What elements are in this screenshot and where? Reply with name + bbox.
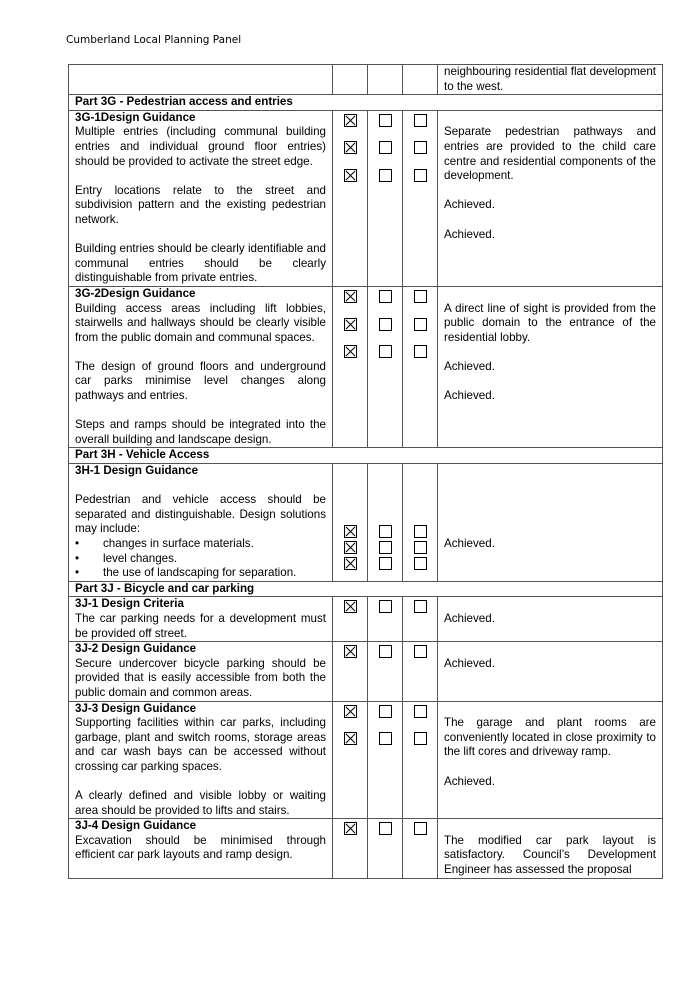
table-row (69, 701, 663, 819)
table-row (69, 464, 663, 582)
checked-checkbox[interactable] (344, 600, 357, 613)
guidance-text: Pedestrian and vehicle access should be separated and distinguishable. Design solutions may include: (75, 493, 326, 536)
guidance-cell (69, 286, 333, 448)
checked-checkbox[interactable] (344, 141, 357, 154)
checkbox-wrapper (368, 169, 402, 182)
guidance-text: The design of ground floors and underground car parks minimise level changes along pathways and entries. (75, 359, 326, 403)
unchecked-checkbox[interactable] (379, 345, 392, 358)
checkbox-cell (333, 597, 368, 642)
unchecked-checkbox[interactable] (379, 114, 392, 127)
guidance-heading: 3G-2Design Guidance (75, 286, 196, 300)
top-row-comment: neighbouring residential flat development to the west. (438, 65, 663, 95)
checkbox-cell (333, 819, 368, 878)
unchecked-checkbox[interactable] (414, 705, 427, 718)
guidance-text: Entry locations relate to the street and subdivision pattern and the existing pedestrian network. (75, 183, 326, 226)
checked-checkbox[interactable] (344, 557, 357, 570)
checked-checkbox[interactable] (344, 290, 357, 303)
comment-text: Achieved. (444, 389, 495, 403)
comment-text: The modified car park layout is satisfactory. Council’s Development Engineer has assessed the proposal (444, 833, 656, 877)
bullet-item: • the use of landscaping for separation. (75, 566, 326, 581)
checkbox-wrapper (368, 114, 402, 127)
checkbox-wrapper (368, 345, 402, 358)
checked-checkbox[interactable] (344, 318, 357, 331)
spacer (75, 479, 326, 494)
comment-text: Achieved. (444, 656, 495, 670)
unchecked-checkbox[interactable] (379, 822, 392, 835)
section-row (69, 95, 663, 111)
unchecked-checkbox[interactable] (414, 557, 427, 570)
guidance-cell (69, 819, 333, 878)
checkbox-wrapper (333, 318, 367, 331)
checkbox-cell (333, 701, 368, 819)
comment-cell (438, 819, 663, 878)
checkbox-cell (368, 701, 403, 819)
checkbox-wrapper (368, 600, 402, 613)
section-row (69, 448, 663, 464)
comment-text: Achieved. (444, 227, 495, 241)
checked-checkbox[interactable] (344, 525, 357, 538)
checked-checkbox[interactable] (344, 114, 357, 127)
unchecked-checkbox[interactable] (414, 141, 427, 154)
checkbox-wrapper (333, 169, 367, 182)
checkbox-cell (333, 286, 368, 448)
guidance-heading: 3G-1Design Guidance (75, 110, 196, 124)
comment-cell (438, 110, 663, 286)
checkbox-wrapper (403, 732, 437, 745)
section-title: Part 3G - Pedestrian access and entries (69, 95, 663, 111)
checkbox-cell (403, 597, 438, 642)
table-row (69, 110, 663, 286)
checked-checkbox[interactable] (344, 645, 357, 658)
section-title: Part 3H - Vehicle Access (69, 448, 663, 464)
unchecked-checkbox[interactable] (379, 705, 392, 718)
checkbox-cell (403, 819, 438, 878)
table-row (69, 286, 663, 448)
guidance-heading: 3J-4 Design Guidance (75, 819, 197, 833)
comment-text: Achieved. (444, 537, 495, 551)
checked-checkbox[interactable] (344, 169, 357, 182)
comment-text: Achieved. (444, 774, 495, 788)
table-row (69, 597, 663, 642)
bullet-item: • changes in surface materials. (75, 537, 326, 552)
comment-text: Achieved. (444, 359, 495, 373)
comment-cell (438, 642, 663, 701)
heading-spacer (444, 111, 656, 126)
heading-spacer (444, 819, 656, 834)
checkbox-cell (368, 110, 403, 286)
checkbox-cell (403, 110, 438, 286)
unchecked-checkbox[interactable] (379, 557, 392, 570)
unchecked-checkbox[interactable] (379, 318, 392, 331)
section-title: Part 3J - Bicycle and car parking (69, 581, 663, 597)
heading-spacer (444, 464, 656, 479)
unchecked-checkbox[interactable] (379, 732, 392, 745)
guidance-text: Secure undercover bicycle parking should be provided that is easily accessible from both the public domain and common areas. (75, 656, 326, 699)
comment-text: Separate pedestrian pathways and entries are provided to the child care centre and residential components of the development. (444, 125, 656, 183)
checkbox-cell (368, 597, 403, 642)
guidance-heading: 3J-2 Design Guidance (75, 642, 197, 656)
checkbox-cell (368, 464, 403, 582)
spacer (444, 479, 656, 537)
page-header: Cumberland Local Planning Panel (66, 34, 242, 46)
checkbox-wrapper (368, 290, 402, 303)
comment-text: The garage and plant rooms are conveniently located in close proximity to the lift cores and driveway ramp. (444, 716, 656, 759)
checked-checkbox[interactable] (344, 541, 357, 554)
checkbox-wrapper (333, 114, 367, 127)
heading-spacer (444, 642, 656, 657)
comment-cell (438, 464, 663, 582)
checkbox-wrapper (368, 732, 402, 745)
checkbox-wrapper (403, 141, 437, 154)
unchecked-checkbox[interactable] (414, 114, 427, 127)
checkbox-wrapper (333, 600, 367, 613)
guidance-cell (69, 464, 333, 582)
checkbox-wrapper (403, 345, 437, 358)
checkbox-wrapper (333, 525, 367, 570)
checkbox-wrapper (368, 705, 402, 718)
heading-spacer (444, 287, 656, 302)
unchecked-checkbox[interactable] (414, 822, 427, 835)
checkbox-cell (333, 110, 368, 286)
unchecked-checkbox[interactable] (379, 541, 392, 554)
checkbox-cell (403, 464, 438, 582)
bullet-item: • level changes. (75, 552, 326, 567)
checkbox-wrapper (403, 525, 437, 570)
unchecked-checkbox[interactable] (379, 169, 392, 182)
unchecked-checkbox[interactable] (414, 600, 427, 613)
unchecked-checkbox[interactable] (379, 290, 392, 303)
unchecked-checkbox[interactable] (414, 541, 427, 554)
guidance-text: Excavation should be minimised through efficient car park layouts and ramp design. (75, 833, 326, 862)
unchecked-checkbox[interactable] (379, 525, 392, 538)
checkbox-wrapper (403, 645, 437, 658)
unchecked-checkbox[interactable] (414, 525, 427, 538)
checkbox-wrapper (403, 600, 437, 613)
checkbox-wrapper (403, 290, 437, 303)
guidance-text: Building entries should be clearly identifiable and communal entries should be clearly distinguishable from private entries. (75, 242, 326, 285)
checkbox-wrapper (333, 345, 367, 358)
unchecked-checkbox[interactable] (414, 645, 427, 658)
checkbox-wrapper (368, 822, 402, 835)
checkbox-wrapper (403, 318, 437, 331)
guidance-heading: 3H-1 Design Guidance (75, 464, 199, 478)
checked-checkbox[interactable] (344, 345, 357, 358)
comment-cell (438, 286, 663, 448)
checkbox-wrapper (333, 290, 367, 303)
bullet-list (75, 537, 326, 581)
guidance-text: Supporting facilities within car parks, including garbage, plant and switch rooms, storage areas and car wash bays can be accessed without crossing car parking spaces. (75, 716, 326, 773)
checked-checkbox[interactable] (344, 705, 357, 718)
checkbox-wrapper (333, 141, 367, 154)
table-row (69, 65, 663, 95)
checkbox-cell (368, 286, 403, 448)
unchecked-checkbox[interactable] (414, 732, 427, 745)
comment-text: A direct line of sight is provided from the public domain to the entrance of the residential lobby. (444, 301, 656, 344)
heading-spacer (444, 702, 656, 717)
checkbox-cell (368, 642, 403, 701)
checkbox-wrapper (368, 318, 402, 331)
comment-text: Achieved. (444, 198, 495, 212)
checkbox-wrapper (403, 822, 437, 835)
checkbox-wrapper (403, 169, 437, 182)
table-row (69, 642, 663, 701)
unchecked-checkbox[interactable] (379, 600, 392, 613)
checkbox-wrapper (368, 525, 402, 570)
checkbox-wrapper (333, 732, 367, 745)
guidance-text: Building access areas including lift lobbies, stairwells and hallways should be clearly visible from the public domain and communal spaces. (75, 301, 326, 344)
checkbox-wrapper (333, 645, 367, 658)
checkbox-cell (403, 642, 438, 701)
checkbox-cell (403, 701, 438, 819)
guidance-text: Multiple entries (including communal building entries and individual ground floor entries) should be provided to activate the street edge. (75, 125, 326, 168)
guidance-text: A clearly defined and visible lobby or waiting area should be provided to lifts and stairs. (75, 789, 326, 817)
checkbox-cell (333, 464, 368, 582)
compliance-table (68, 64, 663, 879)
guidance-cell (69, 597, 333, 642)
section-row (69, 581, 663, 597)
checkbox-wrapper (333, 705, 367, 718)
checkbox-cell (403, 286, 438, 448)
checked-checkbox[interactable] (344, 822, 357, 835)
guidance-heading: 3J-1 Design Criteria (75, 597, 184, 611)
checkbox-wrapper (403, 114, 437, 127)
unchecked-checkbox[interactable] (379, 645, 392, 658)
comment-cell (438, 701, 663, 819)
comment-text: Achieved. (444, 611, 495, 625)
table-row (69, 819, 663, 878)
checkbox-wrapper (368, 645, 402, 658)
guidance-cell (69, 642, 333, 701)
checked-checkbox[interactable] (344, 732, 357, 745)
unchecked-checkbox[interactable] (414, 169, 427, 182)
checkbox-wrapper (333, 822, 367, 835)
heading-spacer (444, 597, 656, 612)
checkbox-cell (368, 819, 403, 878)
checkbox-wrapper (403, 705, 437, 718)
unchecked-checkbox[interactable] (414, 290, 427, 303)
unchecked-checkbox[interactable] (414, 345, 427, 358)
guidance-cell (69, 701, 333, 819)
guidance-heading: 3J-3 Design Guidance (75, 701, 197, 715)
guidance-text: The car parking needs for a development must be provided off street. (75, 611, 326, 640)
checkbox-wrapper (368, 141, 402, 154)
unchecked-checkbox[interactable] (414, 318, 427, 331)
guidance-cell (69, 110, 333, 286)
unchecked-checkbox[interactable] (379, 141, 392, 154)
checkbox-cell (333, 642, 368, 701)
guidance-text: Steps and ramps should be integrated into the overall building and landscape design. (75, 418, 326, 446)
comment-cell (438, 597, 663, 642)
